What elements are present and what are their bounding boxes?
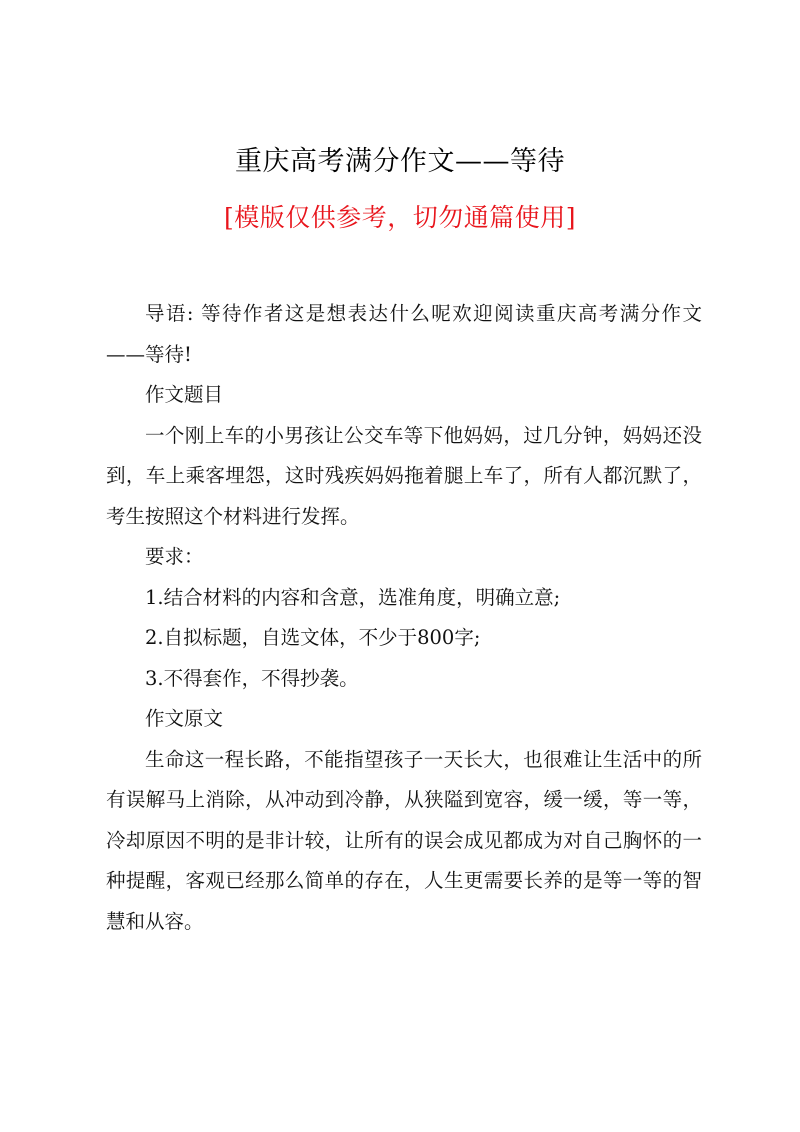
prompt-paragraph: 一个刚上车的小男孩让公交车等下他妈妈，过几分钟，妈妈还没到，车上乘客埋怨，这时残疾妈妈拖着腿上车了，所有人都沉默了，考生按照这个材料进行发挥。 [106, 423, 702, 528]
requirement-item-2: 2.自拟标题，自选文体，不少于800字; [145, 626, 481, 649]
document-body [106, 294, 702, 942]
essay-paragraph: 生命这一程长路，不能指望孩子一天长大，也很难让生活中的所有误解马上消除，从冲动到冷静，从狭隘到宽容，缓一缓，等一等，冷却原因不明的是非计较，让所有的误会成见都成为对自己胸怀的一种提醒，客观已经那么简单的存在，人生更需要长养的是等一等的智慧和从容。 [106, 747, 702, 933]
section-heading-prompt: 作文题目 [145, 383, 224, 406]
requirements-heading: 要求： [145, 545, 204, 568]
requirement-item-1: 1.结合材料的内容和含意，选准角度，明确立意; [145, 585, 561, 609]
requirement-item-3: 3.不得套作，不得抄袭。 [145, 666, 359, 690]
template-notice: [模版仅供参考，切勿通篇使用] [223, 203, 576, 232]
page-title: 重庆高考满分作文——等待 [235, 146, 565, 177]
section-heading-essay: 作文原文 [145, 707, 224, 730]
intro-paragraph: 导语: 等待作者这是想表达什么呢欢迎阅读重庆高考满分作文——等待! [106, 302, 702, 366]
